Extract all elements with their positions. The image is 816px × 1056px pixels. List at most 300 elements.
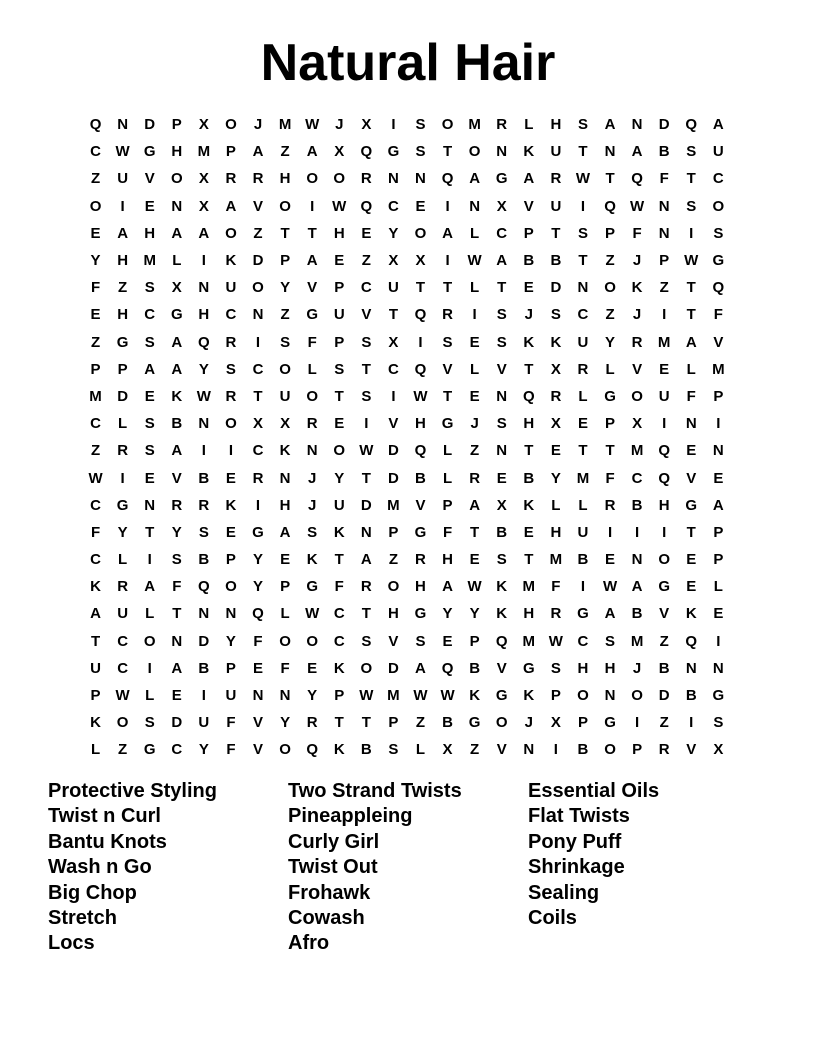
grid-letter: Y <box>280 714 291 732</box>
grid-letter: X <box>198 116 209 134</box>
grid-letter: L <box>578 496 588 514</box>
grid-letter: X <box>550 360 561 378</box>
grid-letter: A <box>712 116 724 134</box>
grid-letter: X <box>171 279 182 297</box>
grid-letter: E <box>550 442 561 460</box>
grid-letter: S <box>496 415 507 433</box>
grid-letter: P <box>605 224 616 242</box>
grid-letter: Y <box>253 578 264 596</box>
word-list-item: Wash n Go <box>48 856 152 879</box>
grid-letter: O <box>225 578 237 596</box>
grid-letter: K <box>333 741 345 759</box>
grid-letter: B <box>171 415 183 433</box>
grid-letter: O <box>712 197 725 215</box>
grid-letter: D <box>550 279 562 297</box>
grid-letter: I <box>255 496 261 514</box>
grid-row <box>82 546 732 573</box>
grid-letter: O <box>577 687 589 705</box>
grid-letter: Z <box>659 714 669 732</box>
grid-letter: U <box>225 279 237 297</box>
grid-letter: P <box>713 551 724 569</box>
grid-letter: C <box>387 197 399 215</box>
grid-letter: N <box>496 387 508 405</box>
grid-letter: D <box>117 387 129 405</box>
grid-letter: T <box>442 279 453 297</box>
grid-letter: F <box>307 333 317 351</box>
grid-letter: B <box>631 605 643 623</box>
grid-letter: N <box>117 116 129 134</box>
grid-letter: P <box>713 387 724 405</box>
grid-letter: S <box>280 333 291 351</box>
grid-letter: V <box>442 360 453 378</box>
grid-letter: T <box>388 306 398 324</box>
grid-letter: A <box>604 116 616 134</box>
grid-letter: O <box>279 632 291 650</box>
grid-letter: V <box>496 659 507 677</box>
grid-letter: A <box>171 333 183 351</box>
grid-letter: O <box>631 387 643 405</box>
grid-letter: T <box>334 714 344 732</box>
grid-letter: G <box>495 170 508 188</box>
grid-letter: X <box>280 415 291 433</box>
grid-letter: E <box>605 551 616 569</box>
grid-letter: L <box>172 252 182 270</box>
grid-letter: N <box>685 415 697 433</box>
grid-letter: N <box>604 143 616 161</box>
grid-letter: Z <box>90 442 101 460</box>
grid-letter: M <box>549 551 563 569</box>
grid-letter: T <box>578 252 588 270</box>
grid-letter: G <box>252 523 264 541</box>
grid-letter: Z <box>388 551 398 569</box>
grid-letter: B <box>577 551 589 569</box>
grid-letter: W <box>305 605 320 623</box>
grid-letter: R <box>360 170 372 188</box>
grid-letter: P <box>334 687 345 705</box>
grid-letter: E <box>469 551 480 569</box>
grid-letter: P <box>225 659 236 677</box>
grid-letter: W <box>115 143 130 161</box>
grid-letter: E <box>280 551 291 569</box>
grid-letter: M <box>630 442 644 460</box>
grid-letter: G <box>306 578 318 596</box>
grid-letter: Q <box>306 741 318 759</box>
grid-letter: F <box>686 387 696 405</box>
grid-letter: X <box>415 252 426 270</box>
grid-letter: S <box>442 333 453 351</box>
word-list-item: Coils <box>528 907 577 930</box>
grid-letter: L <box>470 224 480 242</box>
grid-letter: E <box>686 442 697 460</box>
grid-letter: E <box>90 224 101 242</box>
grid-letter: E <box>144 387 155 405</box>
grid-letter: A <box>442 224 453 242</box>
grid-letter: R <box>225 170 237 188</box>
grid-letter: A <box>171 360 183 378</box>
grid-letter: C <box>577 632 589 650</box>
grid-letter: L <box>145 605 155 623</box>
grid-letter: P <box>632 741 643 759</box>
grid-letter: M <box>630 632 644 650</box>
grid-letter: A <box>252 143 264 161</box>
grid-letter: P <box>171 116 182 134</box>
grid-letter: T <box>361 714 371 732</box>
grid-letter: G <box>685 496 698 514</box>
grid-letter: I <box>689 714 694 732</box>
grid-row <box>82 437 732 464</box>
grid-letter: P <box>388 714 399 732</box>
grid-letter: S <box>686 197 697 215</box>
grid-letter: D <box>658 687 670 705</box>
grid-letter: M <box>387 496 400 514</box>
grid-letter: R <box>442 306 453 324</box>
grid-letter: N <box>631 116 643 134</box>
grid-letter: K <box>550 333 562 351</box>
grid-letter: S <box>550 306 561 324</box>
grid-letter: R <box>469 469 481 487</box>
grid-letter: P <box>280 252 291 270</box>
grid-row <box>82 736 732 763</box>
grid-letter: M <box>143 252 156 270</box>
grid-letter: C <box>360 279 372 297</box>
grid-row <box>82 655 732 682</box>
grid-letter: N <box>685 659 697 677</box>
grid-letter: A <box>225 197 237 215</box>
grid-letter: X <box>550 415 561 433</box>
grid-letter: S <box>171 551 182 569</box>
grid-letter: H <box>171 143 183 161</box>
grid-letter: O <box>225 224 237 242</box>
grid-letter: Z <box>415 714 426 732</box>
grid-letter: L <box>280 605 290 623</box>
grid-letter: I <box>201 252 206 270</box>
grid-letter: L <box>90 741 101 759</box>
grid-letter: X <box>442 741 453 759</box>
grid-letter: C <box>117 659 129 677</box>
grid-letter: S <box>496 551 507 569</box>
grid-letter: E <box>713 469 724 487</box>
grid-letter: E <box>686 551 697 569</box>
grid-letter: Z <box>605 306 615 324</box>
grid-letter: K <box>685 605 697 623</box>
grid-letter: G <box>170 306 183 324</box>
grid-letter: V <box>632 360 643 378</box>
grid-letter: O <box>360 659 373 677</box>
grid-letter: B <box>658 143 670 161</box>
grid-letter: A <box>631 578 643 596</box>
grid-letter: B <box>496 523 508 541</box>
grid-letter: N <box>469 197 481 215</box>
grid-letter: E <box>496 469 507 487</box>
grid-row <box>82 247 732 274</box>
grid-letter: J <box>632 252 642 270</box>
grid-letter: O <box>468 143 481 161</box>
grid-letter: N <box>577 279 589 297</box>
grid-letter: G <box>712 252 725 270</box>
grid-letter: C <box>712 170 724 188</box>
grid-letter: V <box>253 741 264 759</box>
grid-letter: E <box>577 415 588 433</box>
grid-letter: I <box>147 659 152 677</box>
grid-letter: K <box>90 578 101 596</box>
grid-row <box>82 628 732 655</box>
word-list-item: Shrinkage <box>528 856 625 879</box>
grid-letter: I <box>635 714 640 732</box>
grid-letter: M <box>657 333 671 351</box>
grid-letter: L <box>442 469 453 487</box>
grid-letter: E <box>659 360 670 378</box>
grid-letter: U <box>577 333 589 351</box>
grid-letter: H <box>523 415 535 433</box>
grid-letter: H <box>279 496 291 514</box>
grid-letter: X <box>713 741 724 759</box>
grid-letter: R <box>360 578 372 596</box>
word-list-column <box>48 779 288 957</box>
grid-letter: R <box>306 714 318 732</box>
grid-letter: V <box>144 170 155 188</box>
grid-letter: I <box>120 469 125 487</box>
grid-letter: U <box>225 687 237 705</box>
grid-letter: K <box>225 496 237 514</box>
word-list-item: Two Strand Twists <box>288 780 462 802</box>
word-list-item: Stretch <box>48 907 117 930</box>
grid-letter: P <box>90 360 101 378</box>
grid-letter: N <box>198 605 210 623</box>
grid-letter: Q <box>441 659 454 677</box>
grid-letter: U <box>279 387 291 405</box>
grid-letter: O <box>604 279 616 297</box>
grid-letter: V <box>253 197 264 215</box>
grid-letter: B <box>198 659 210 677</box>
grid-letter: A <box>496 252 508 270</box>
grid-letter: M <box>278 116 292 134</box>
word-list-item: Curly Girl <box>288 830 380 853</box>
grid-letter: C <box>252 360 264 378</box>
grid-letter: Q <box>414 442 427 460</box>
grid-letter: C <box>90 496 101 514</box>
grid-row <box>82 410 732 437</box>
grid-letter: L <box>118 551 128 569</box>
grid-letter: Z <box>90 170 101 188</box>
grid-letter: J <box>524 714 533 732</box>
grid-letter: I <box>228 442 234 460</box>
grid-letter: Q <box>604 197 616 215</box>
grid-letter: V <box>388 415 399 433</box>
grid-letter: W <box>88 469 103 487</box>
grid-letter: O <box>306 170 318 188</box>
grid-letter: K <box>523 687 535 705</box>
grid-letter: T <box>686 523 696 541</box>
grid-letter: K <box>496 578 508 596</box>
grid-letter: F <box>90 523 101 541</box>
grid-letter: F <box>442 523 453 541</box>
grid-letter: J <box>307 496 317 514</box>
grid-letter: A <box>117 224 129 242</box>
grid-row <box>82 138 732 165</box>
grid-letter: M <box>387 687 400 705</box>
grid-letter: T <box>524 551 534 569</box>
grid-letter: K <box>496 605 508 623</box>
grid-letter: N <box>496 442 508 460</box>
grid-letter: E <box>523 279 534 297</box>
grid-letter: E <box>523 523 534 541</box>
grid-letter: Y <box>117 523 128 541</box>
grid-letter: D <box>252 252 264 270</box>
grid-letter: N <box>387 170 399 188</box>
grid-letter: I <box>418 333 423 351</box>
grid-letter: C <box>252 442 264 460</box>
word-list-item: Twist n Curl <box>48 805 161 828</box>
grid-letter: N <box>252 687 264 705</box>
grid-letter: R <box>198 496 210 514</box>
grid-letter: K <box>333 659 345 677</box>
grid-letter: G <box>414 605 427 623</box>
grid-row <box>82 600 732 627</box>
grid-row <box>82 682 732 709</box>
grid-letter: L <box>551 496 561 514</box>
grid-letter: E <box>144 197 155 215</box>
grid-row <box>82 111 732 138</box>
grid-letter: U <box>117 170 129 188</box>
word-list-item: Essential Oils <box>528 780 660 802</box>
grid-letter: R <box>171 496 183 514</box>
grid-letter: T <box>686 170 696 188</box>
word-list-item: Locs <box>48 932 95 955</box>
grid-letter: O <box>143 632 156 650</box>
grid-letter: W <box>359 442 374 460</box>
grid-letter: F <box>659 170 669 188</box>
grid-letter: N <box>198 415 210 433</box>
grid-letter: P <box>90 687 101 705</box>
grid-letter: E <box>415 197 426 215</box>
grid-letter: X <box>253 415 264 433</box>
grid-letter: F <box>605 469 615 487</box>
grid-letter: W <box>413 687 428 705</box>
grid-letter: H <box>442 551 453 569</box>
grid-letter: S <box>361 333 372 351</box>
grid-letter: Y <box>307 687 318 705</box>
grid-letter: V <box>388 632 399 650</box>
grid-letter: S <box>144 333 155 351</box>
grid-letter: E <box>686 578 697 596</box>
grid-letter: M <box>89 387 102 405</box>
grid-letter: S <box>577 224 588 242</box>
grid-letter: S <box>198 523 209 541</box>
grid-letter: Y <box>442 605 453 623</box>
grid-letter: Y <box>225 632 236 650</box>
grid-letter: N <box>523 741 535 759</box>
grid-letter: Q <box>414 360 427 378</box>
grid-letter: K <box>523 333 535 351</box>
grid-letter: O <box>89 197 102 215</box>
grid-letter: I <box>120 197 125 215</box>
grid-letter: Q <box>198 333 210 351</box>
grid-letter: A <box>171 224 183 242</box>
grid-letter: V <box>415 496 426 514</box>
grid-letter: W <box>602 578 618 596</box>
grid-letter: R <box>658 741 670 759</box>
grid-letter: F <box>713 306 723 324</box>
grid-letter: A <box>306 143 318 161</box>
grid-letter: X <box>388 252 399 270</box>
grid-row <box>82 709 732 736</box>
grid-letter: L <box>470 360 480 378</box>
grid-letter: J <box>524 306 533 324</box>
grid-letter: A <box>144 360 156 378</box>
grid-letter: P <box>280 578 291 596</box>
grid-letter: T <box>334 551 344 569</box>
grid-letter: X <box>632 415 643 433</box>
word-list-item: Afro <box>288 932 330 955</box>
grid-letter: O <box>279 197 291 215</box>
grid-letter: S <box>713 224 724 242</box>
grid-letter: K <box>279 442 291 460</box>
grid-letter: G <box>495 687 508 705</box>
grid-letter: R <box>225 387 237 405</box>
grid-letter: T <box>578 442 588 460</box>
grid-letter: A <box>469 496 481 514</box>
grid-letter: G <box>468 714 481 732</box>
grid-letter: N <box>225 605 237 623</box>
grid-letter: G <box>577 605 589 623</box>
grid-letter: N <box>360 523 372 541</box>
grid-letter: P <box>523 224 534 242</box>
grid-letter: I <box>445 252 450 270</box>
word-list-item: Sealing <box>528 881 600 904</box>
grid-letter: J <box>470 415 479 433</box>
word-list-item: Twist Out <box>288 856 378 879</box>
grid-letter: P <box>225 143 236 161</box>
grid-letter: N <box>306 442 318 460</box>
grid-letter: E <box>334 252 345 270</box>
grid-letter: S <box>686 143 697 161</box>
grid-letter: I <box>553 741 558 759</box>
grid-letter: A <box>171 442 183 460</box>
grid-letter: B <box>415 469 426 487</box>
grid-letter: T <box>442 143 453 161</box>
grid-letter: O <box>333 170 346 188</box>
grid-letter: A <box>685 333 697 351</box>
grid-row <box>82 464 732 491</box>
grid-letter: S <box>144 415 155 433</box>
grid-letter: S <box>144 442 155 460</box>
grid-letter: U <box>117 605 129 623</box>
grid-letter: C <box>90 551 101 569</box>
grid-letter: T <box>361 360 371 378</box>
grid-letter: J <box>632 306 642 324</box>
grid-letter: C <box>90 415 101 433</box>
grid-letter: A <box>469 170 481 188</box>
grid-letter: C <box>577 306 589 324</box>
grid-letter: N <box>496 143 508 161</box>
grid-letter: E <box>90 306 101 324</box>
grid-letter: F <box>226 714 236 732</box>
grid-letter: P <box>388 523 399 541</box>
grid-letter: B <box>550 252 562 270</box>
grid-letter: G <box>712 687 725 705</box>
grid-letter: R <box>117 578 129 596</box>
grid-letter: B <box>198 469 210 487</box>
grid-letter: A <box>442 578 453 596</box>
grid-letter: N <box>171 632 183 650</box>
grid-letter: D <box>360 496 372 514</box>
word-list-item: Protective Styling <box>48 780 217 802</box>
grid-letter: O <box>225 415 237 433</box>
grid-letter: E <box>442 632 453 650</box>
grid-letter: W <box>413 387 428 405</box>
grid-letter: I <box>201 442 206 460</box>
grid-letter: S <box>334 360 345 378</box>
